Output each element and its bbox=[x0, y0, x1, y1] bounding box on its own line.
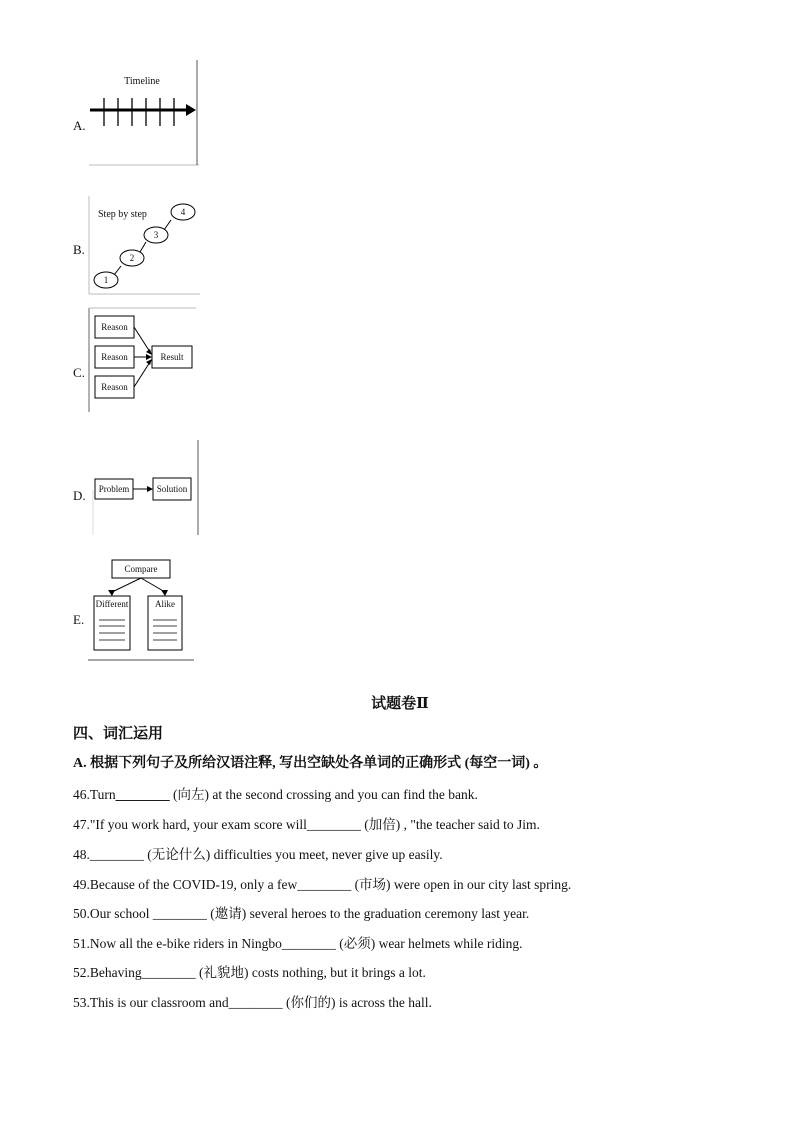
option-d-label: D. bbox=[73, 488, 86, 503]
step-2-label: 2 bbox=[129, 253, 135, 263]
cause-effect-figure bbox=[88, 308, 200, 414]
answer-blank[interactable]: ________ bbox=[297, 877, 352, 892]
step-by-step-title: Step by step bbox=[98, 209, 147, 220]
answer-blank[interactable]: ________ bbox=[141, 965, 196, 980]
instruction-heading: A. 根据下列句子及所给汉语注释, 写出空缺处各单词的正确形式 (每空一词) 。 bbox=[73, 756, 548, 771]
problem-solution-figure bbox=[88, 440, 200, 536]
compare-figure bbox=[88, 556, 200, 662]
section-title: 试题卷Ⅱ bbox=[371, 696, 429, 712]
question-49: 49.Because of the COVID-19, only a few________ (市场) were open in our city last spring. bbox=[73, 877, 572, 892]
option-a-label: A. bbox=[73, 118, 86, 133]
alike-label: Alike bbox=[155, 599, 175, 609]
answer-blank[interactable]: ________ bbox=[281, 936, 336, 951]
question-46: 46.Turn________ (向左) at the second crossing and you can find the bank. bbox=[73, 787, 478, 802]
question-48: 48.________ (无论什么) difficulties you meet, never give up easily. bbox=[73, 847, 443, 862]
step-1-label: 1 bbox=[103, 275, 109, 285]
option-c-label: C. bbox=[73, 365, 85, 380]
answer-blank[interactable]: ________ bbox=[306, 817, 361, 832]
different-label: Different bbox=[95, 599, 129, 609]
question-51: 51.Now all the e-bike riders in Ningbo________ (必须) wear helmets while riding. bbox=[73, 936, 523, 951]
option-e-label: E. bbox=[73, 612, 85, 627]
reason-1-label: Reason bbox=[101, 322, 128, 332]
reason-3-label: Reason bbox=[101, 382, 128, 392]
answer-blank[interactable]: ________ bbox=[89, 847, 144, 862]
step-3-label: 3 bbox=[153, 230, 159, 240]
reason-2-label: Reason bbox=[101, 352, 128, 362]
step-4-label: 4 bbox=[180, 207, 186, 217]
part-heading: 四、词汇运用 bbox=[73, 726, 164, 742]
question-47: 47."If you work hard, your exam score will________ (加倍) , "the teacher said to Jim. bbox=[73, 817, 540, 832]
timeline-figure bbox=[88, 60, 200, 166]
question-53: 53.This is our classroom and________ (你们的) is across the hall. bbox=[73, 995, 432, 1010]
question-52: 52.Behaving________ (礼貌地) costs nothing, but it brings a lot. bbox=[73, 965, 426, 980]
answer-blank[interactable]: ________ bbox=[228, 995, 283, 1010]
option-b-label: B. bbox=[73, 242, 85, 257]
answer-blank[interactable]: ________ bbox=[152, 906, 207, 921]
compare-label: Compare bbox=[124, 564, 158, 574]
solution-label: Solution bbox=[156, 484, 188, 494]
answer-blank[interactable]: ________ bbox=[115, 787, 170, 802]
question-50: 50.Our school ________ (邀请) several heroes to the graduation ceremony last year. bbox=[73, 906, 530, 921]
step-by-step-figure bbox=[88, 196, 200, 296]
problem-label: Problem bbox=[98, 484, 130, 494]
timeline-title: Timeline bbox=[124, 76, 160, 87]
result-label: Result bbox=[160, 352, 184, 362]
